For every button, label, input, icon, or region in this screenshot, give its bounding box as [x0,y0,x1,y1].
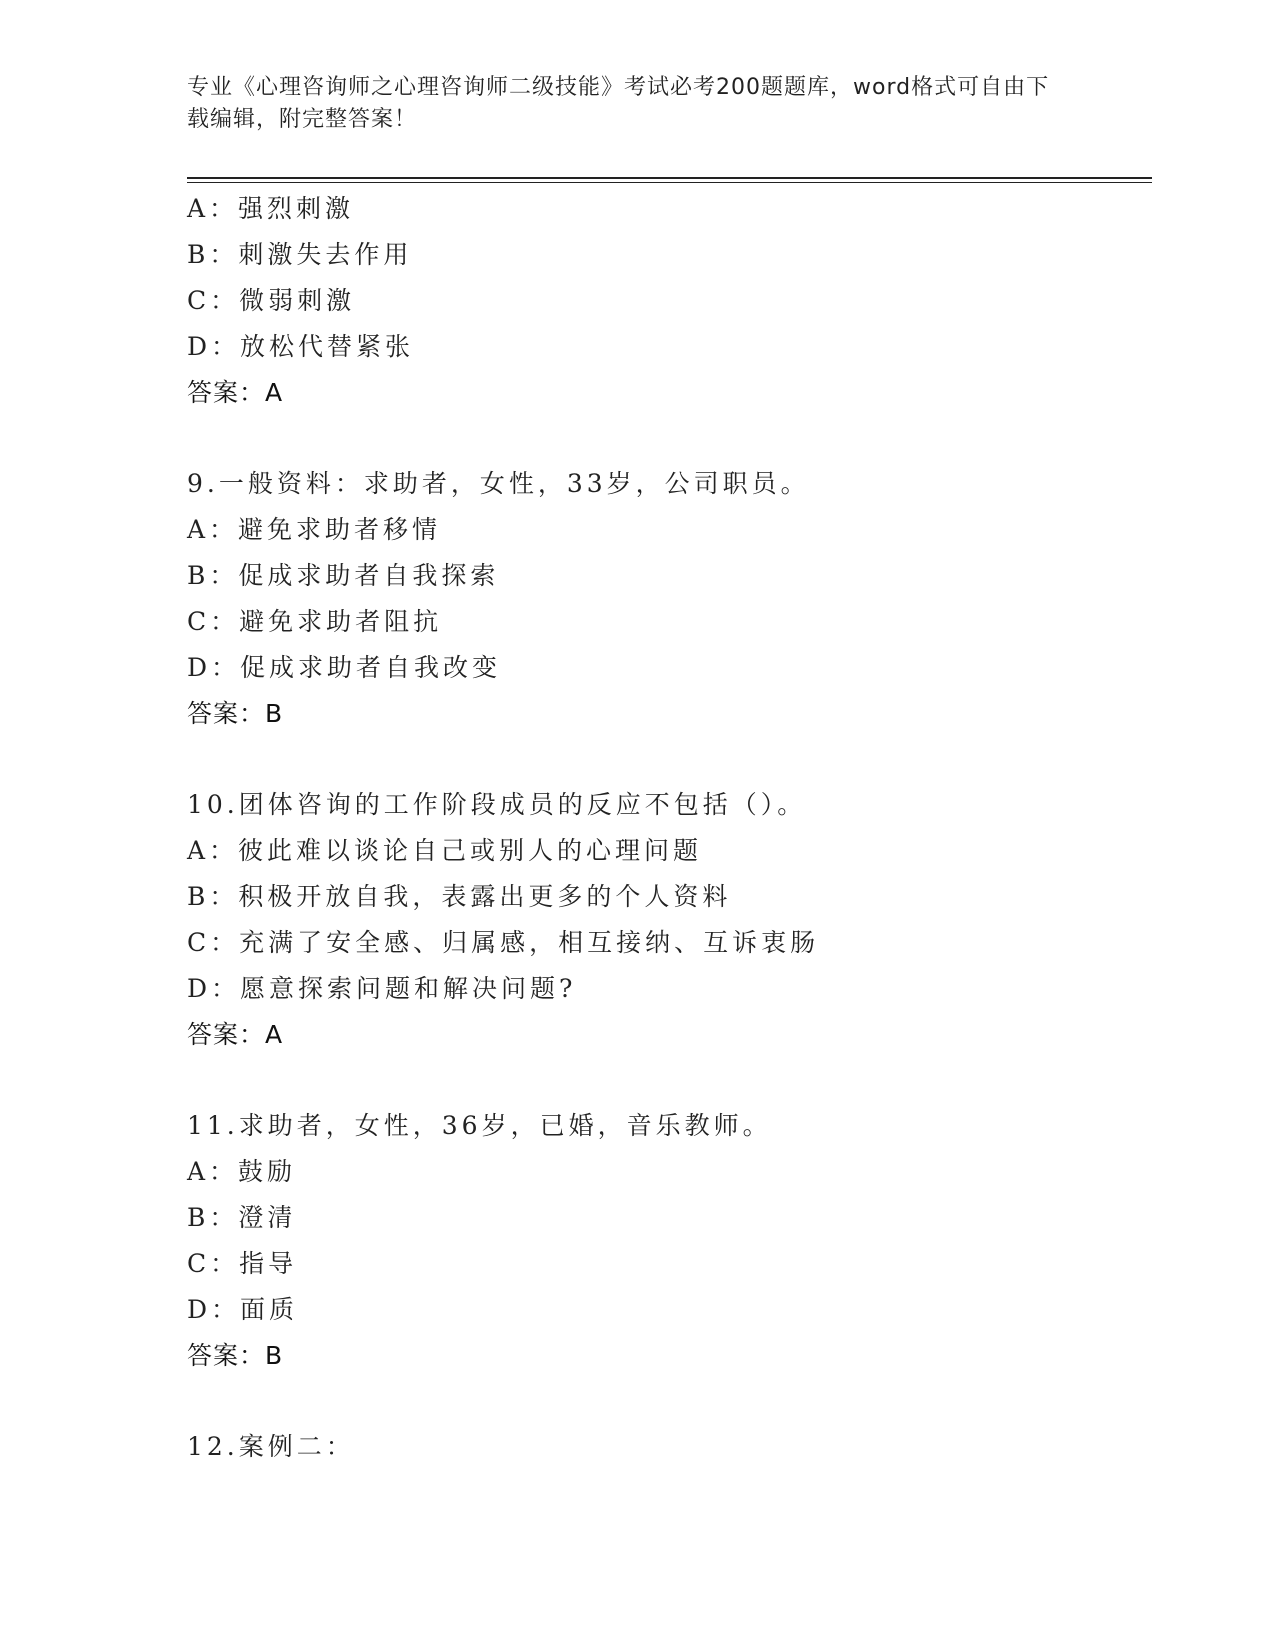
option-b: B：刺激失去作用 [187,240,413,269]
option-b: B：澄清 [187,1203,297,1232]
option-a: A：彼此难以谈论自己或别人的心理问题 [187,836,703,865]
option-c: C：指导 [187,1249,298,1278]
question-block-11 [187,1103,1152,1379]
header-divider-thick [187,177,1152,179]
answer-line: 答案：B [187,699,284,728]
question-block-8 [187,186,1152,416]
option-c: C：避免求助者阻抗 [187,607,443,636]
question-stem: 9.一般资料：求助者，女性，33岁，公司职员。 [187,469,810,498]
question-stem: 11.求助者，女性，36岁，已婚，音乐教师。 [187,1111,772,1140]
option-b: B：促成求助者自我探索 [187,561,500,590]
question-block-10 [187,782,1152,1058]
option-a: A：避免求助者移情 [187,515,442,544]
header-divider-thin [187,182,1152,183]
answer-line: 答案：A [187,1020,284,1049]
answer-line: 答案：B [187,1341,284,1370]
option-d: D：促成求助者自我改变 [187,653,502,682]
document-header: 专业《心理咨询师之心理咨询师二级技能》考试必考200题题库，word格式可自由下载编辑，附完整答案！ [187,75,1050,132]
question-stem: 12.案例二： [187,1432,355,1461]
question-stem: 10.团体咨询的工作阶段成员的反应不包括（）。 [187,790,807,819]
option-a: A：鼓励 [187,1157,297,1186]
answer-line: 答案：A [187,378,284,407]
option-c: C：微弱刺激 [187,286,356,315]
option-d: D：愿意探索问题和解决问题? [187,974,577,1003]
option-b: B：积极开放自我，表露出更多的个人资料 [187,882,732,911]
option-d: D：面质 [187,1295,299,1324]
option-d: D：放松代替紧张 [187,332,415,361]
option-a: A：强烈刺激 [187,194,355,223]
document-body [187,186,1152,1470]
option-c: C：充满了安全感、归属感，相互接纳、互诉衷肠 [187,928,820,957]
question-block-9 [187,461,1152,737]
question-block-12 [187,1424,1152,1470]
